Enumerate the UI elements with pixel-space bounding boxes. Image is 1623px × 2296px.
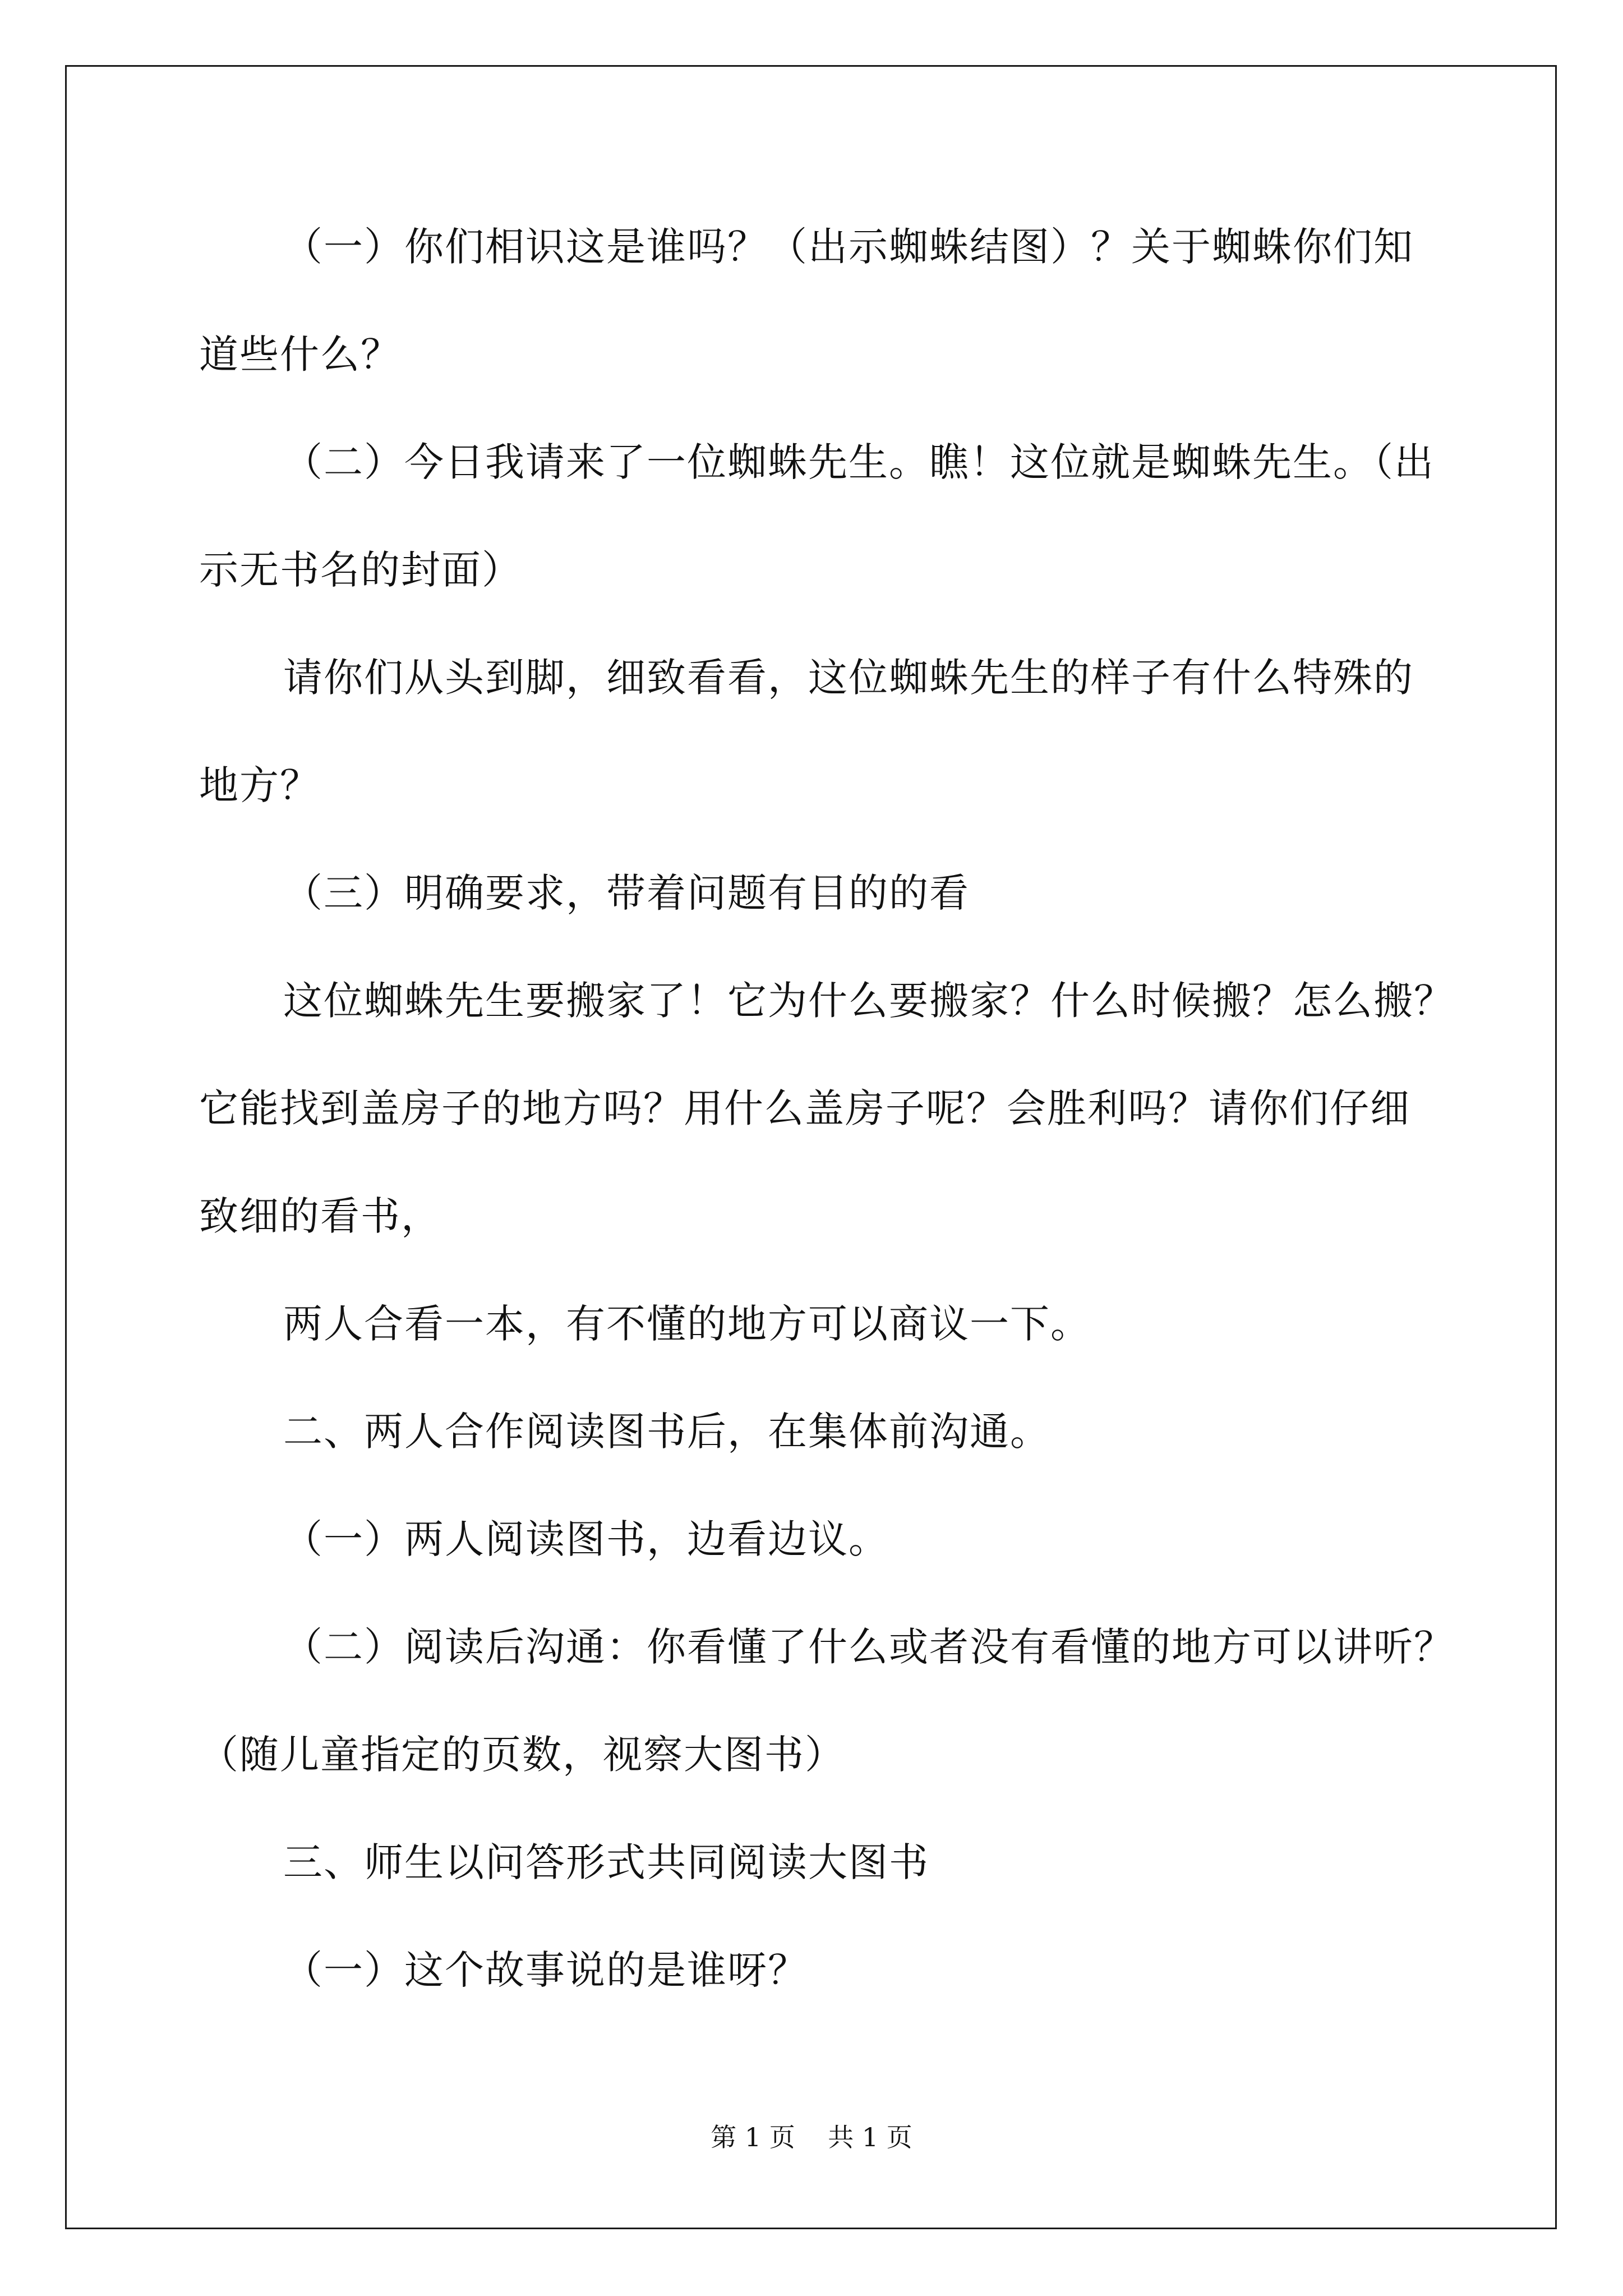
paragraph-line: 道些什么？ (199, 332, 401, 378)
paragraph-line: （一）你们相识这是谁吗？（出示蜘蛛结图）？关于蜘蛛你们知 (283, 224, 1414, 270)
paragraph-line: （一）两人阅读图书，边看边议。 (283, 1516, 889, 1562)
paragraph-line: 这位蜘蛛先生要搬家了！它为什么要搬家？什么时候搬？怎么搬？ (283, 978, 1454, 1024)
paragraph-line: 示无书名的封面） (199, 547, 522, 593)
paragraph-line: （三）明确要求，带着问题有目的的看 (283, 870, 970, 916)
page-total: 共 1 页 (828, 2122, 912, 2152)
paragraph-line: （二）阅读后沟通：你看懂了什么或者没有看懂的地方可以讲听？ (283, 1624, 1454, 1670)
paragraph-line: 请你们从头到脚，细致看看，这位蜘蛛先生的样子有什么特殊的 (283, 655, 1414, 701)
paragraph-line: 它能找到盖房子的地方吗？用什么盖房子呢？会胜利吗？请你们仔细 (199, 1085, 1410, 1131)
paragraph-line: （随儿童指定的页数，视察大图书） (199, 1732, 845, 1778)
page-footer (0, 2123, 1623, 2151)
paragraph-line: 两人合看一本，有不懂的地方可以商议一下。 (283, 1301, 1091, 1347)
page-border (65, 65, 1557, 2229)
paragraph-line: 致细的看书， (199, 1193, 441, 1239)
paragraph-line: 二、两人合作阅读图书后，在集体前沟通。 (283, 1409, 1050, 1455)
paragraph-line: 三、师生以问答形式共同阅读大图书 (283, 1839, 929, 1885)
paragraph-line: （一）这个故事说的是谁呀？ (283, 1947, 808, 1993)
paragraph-line: 地方？ (199, 762, 320, 808)
paragraph-line: （二）今日我请来了一位蜘蛛先生。瞧！这位就是蜘蛛先生。（出 (283, 439, 1435, 485)
page-number: 第 1 页 (711, 2122, 795, 2152)
